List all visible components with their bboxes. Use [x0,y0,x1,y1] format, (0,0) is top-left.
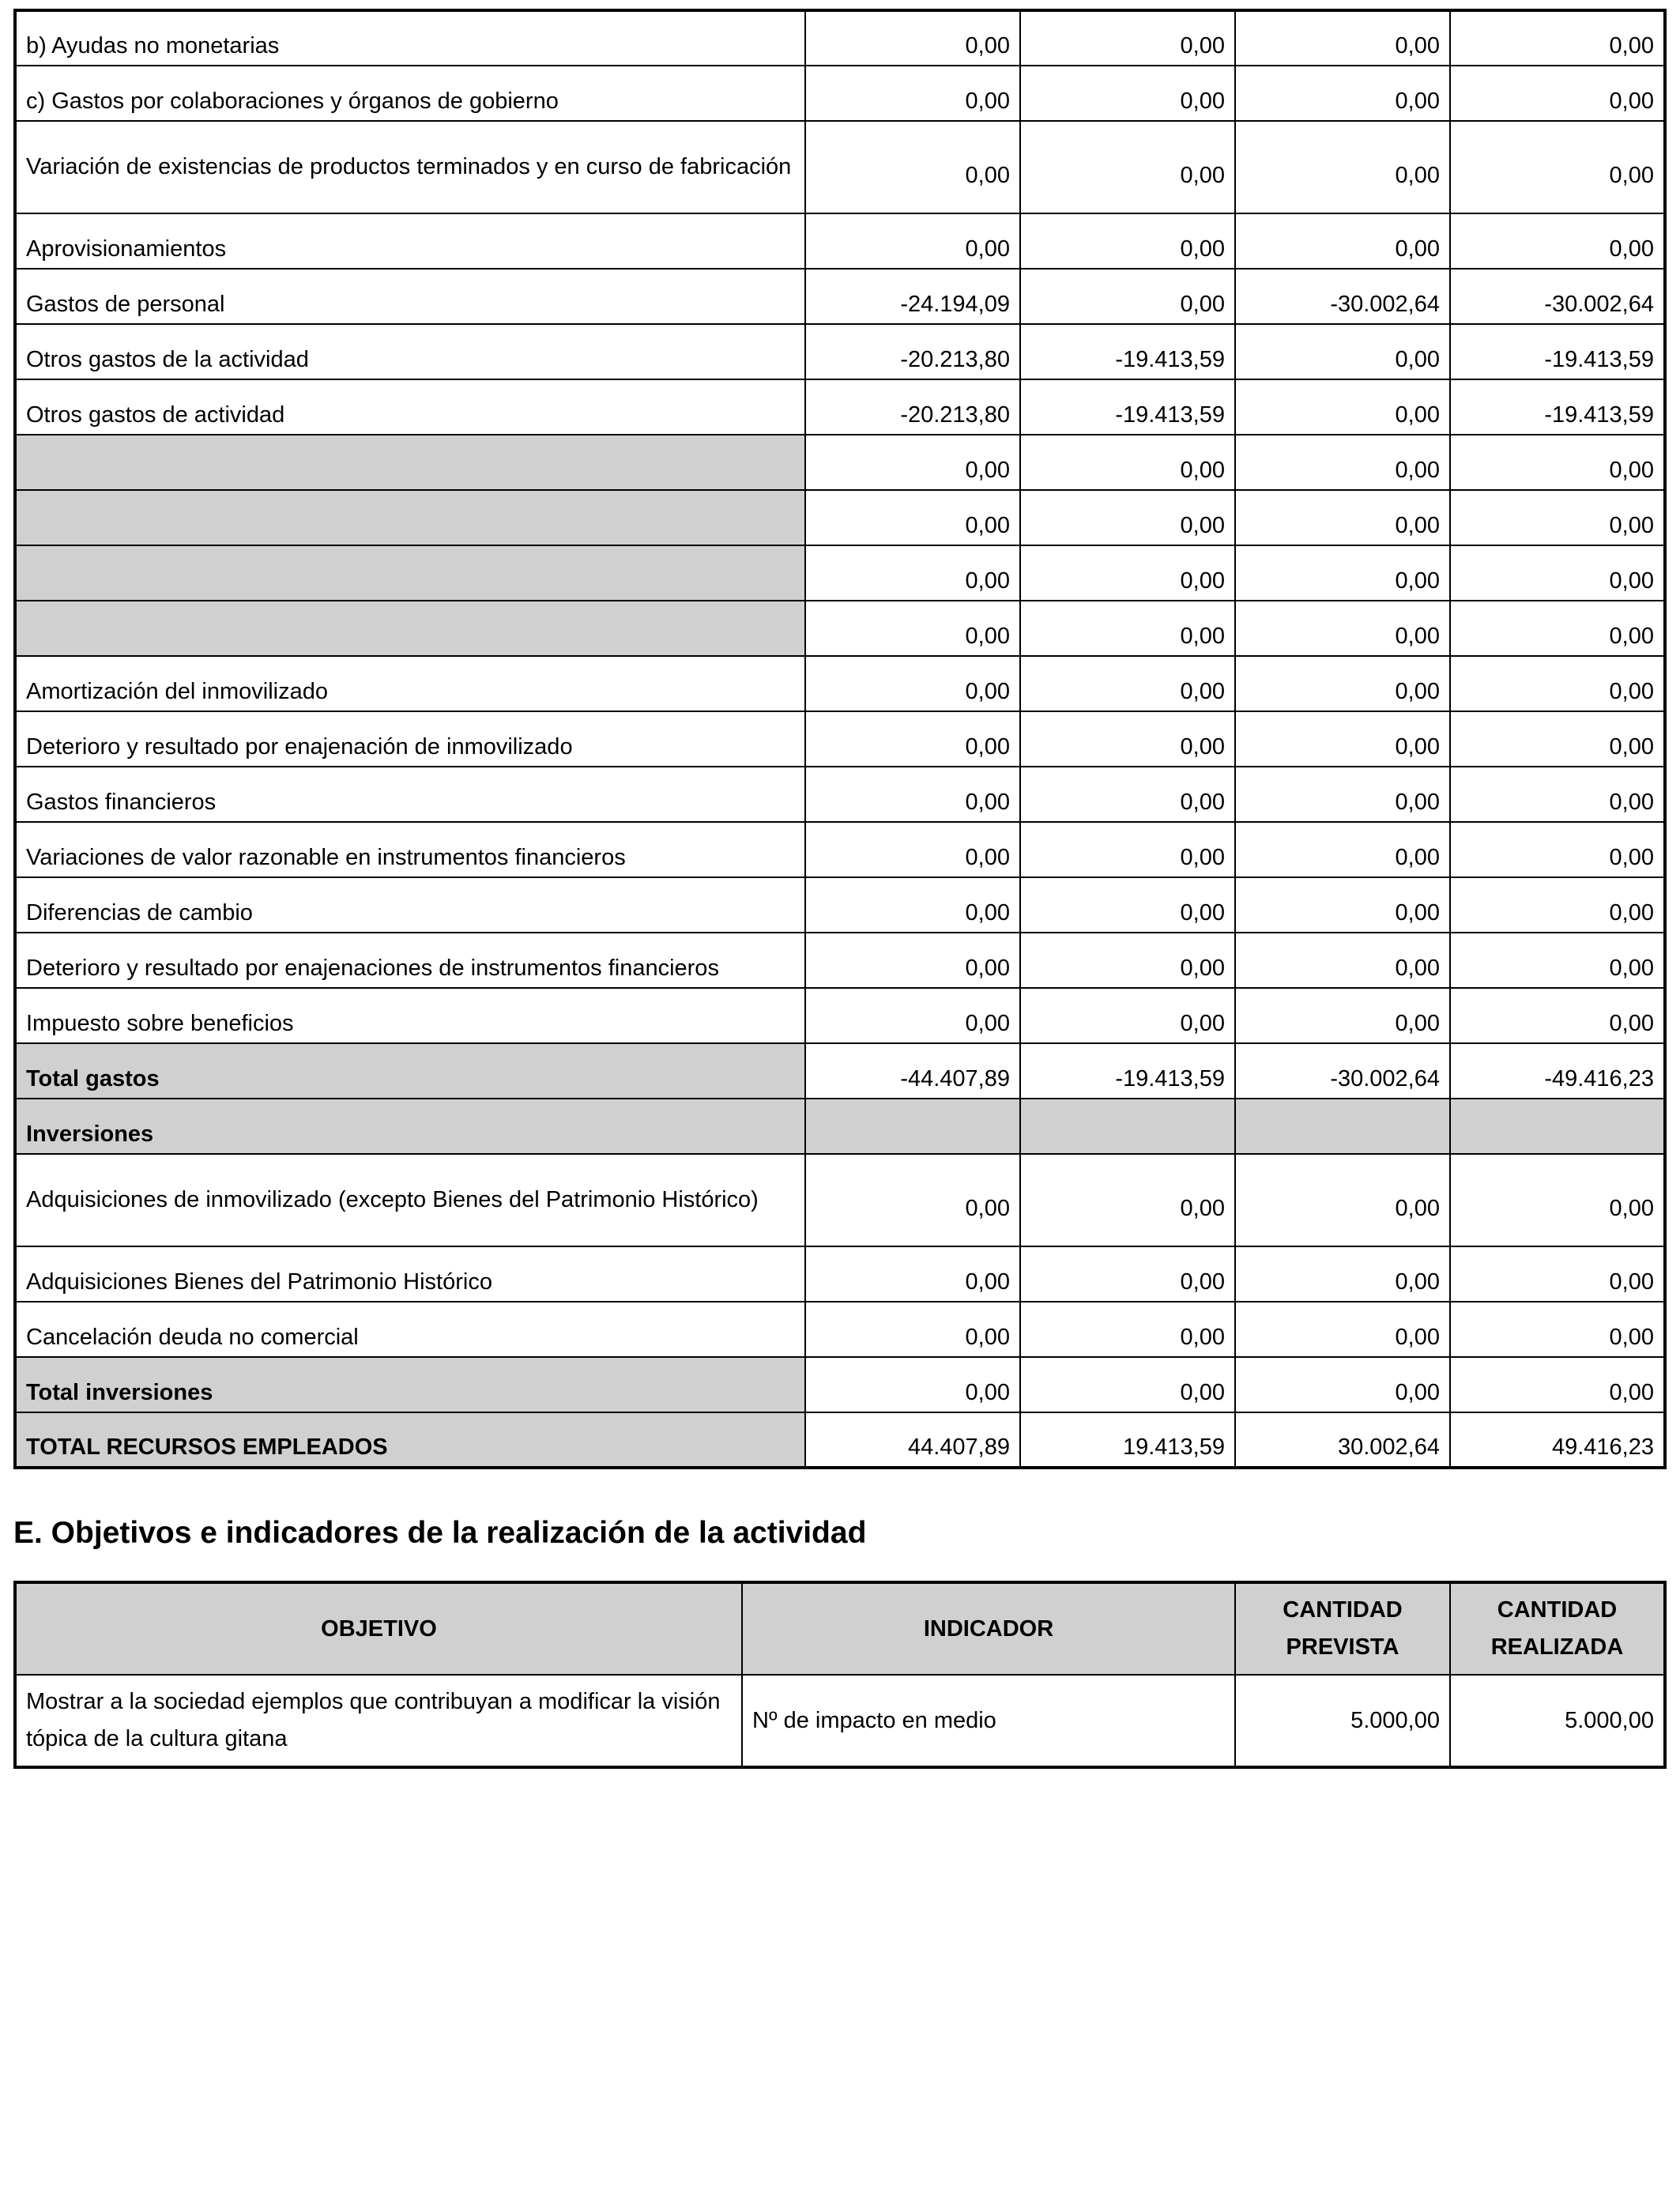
budget-value-col-2: 0,00 [1020,1357,1235,1412]
section-e-title: E. Objetivos e indicadores de la realización de la actividad [13,1516,867,1550]
budget-value-col-1: 0,00 [805,545,1020,601]
budget-row [15,379,1665,435]
budget-row [15,213,1665,269]
budget-value-col-3 [1235,1099,1450,1154]
budget-value-col-2: -19.413,59 [1020,324,1235,379]
budget-value-col-3: 0,00 [1235,379,1450,435]
budget-value-col-1: 0,00 [805,1246,1020,1302]
objetivo-cell: Mostrar a la sociedad ejemplos que contribuyan a modificar la visión tópica de la cultura gitana [15,1675,742,1767]
budget-value-col-2: 0,00 [1020,435,1235,490]
budget-value-col-4: 0,00 [1450,121,1665,213]
budget-row [15,66,1665,121]
budget-value-col-1: 0,00 [805,435,1020,490]
budget-row [15,1043,1665,1099]
budget-row-label: Total inversiones [15,1357,805,1412]
budget-value-col-1: 0,00 [805,1154,1020,1246]
budget-value-col-4: -30.002,64 [1450,269,1665,324]
budget-row [15,877,1665,933]
cantidad-realizada-cell: 5.000,00 [1450,1675,1665,1767]
budget-value-col-1: 0,00 [805,490,1020,545]
budget-row-label: Deterioro y resultado por enajenaciones de instrumentos financieros [15,933,805,988]
budget-value-col-2: 0,00 [1020,213,1235,269]
budget-row [15,933,1665,988]
objectives-row [15,1675,1665,1767]
budget-value-col-1: 0,00 [805,877,1020,933]
budget-row [15,1099,1665,1154]
budget-value-col-1: 0,00 [805,601,1020,656]
indicador-cell: Nº de impacto en medio [742,1675,1235,1767]
budget-row [15,324,1665,379]
objectives-header-row [15,1582,1665,1675]
budget-value-col-1: 0,00 [805,121,1020,213]
budget-value-col-4: -19.413,59 [1450,324,1665,379]
budget-value-col-4: 0,00 [1450,213,1665,269]
budget-row-label [15,435,805,490]
budget-value-col-3: 0,00 [1235,1246,1450,1302]
budget-table [13,9,1667,1469]
budget-value-col-2: -19.413,59 [1020,379,1235,435]
budget-row-label: Gastos financieros [15,767,805,822]
budget-value-col-4: 0,00 [1450,490,1665,545]
budget-value-col-2: -19.413,59 [1020,1043,1235,1099]
budget-row-label: Aprovisionamientos [15,213,805,269]
budget-value-col-3: 30.002,64 [1235,1412,1450,1468]
budget-value-col-1 [805,1099,1020,1154]
budget-value-col-4: 0,00 [1450,1357,1665,1412]
budget-value-col-3: 0,00 [1235,601,1450,656]
budget-value-col-3: 0,00 [1235,121,1450,213]
budget-value-col-4: 0,00 [1450,711,1665,767]
budget-value-col-3: 0,00 [1235,324,1450,379]
budget-row-label: Adquisiciones Bienes del Patrimonio Histórico [15,1246,805,1302]
budget-row [15,1357,1665,1412]
budget-value-col-3: 0,00 [1235,656,1450,711]
budget-value-col-1: 0,00 [805,933,1020,988]
budget-value-col-3: 0,00 [1235,822,1450,877]
budget-value-col-4: 0,00 [1450,601,1665,656]
budget-table-body [15,10,1665,1468]
budget-value-col-1: -20.213,80 [805,324,1020,379]
budget-value-col-2: 0,00 [1020,1246,1235,1302]
budget-value-col-2: 0,00 [1020,601,1235,656]
budget-row [15,1412,1665,1468]
budget-row-label: TOTAL RECURSOS EMPLEADOS [15,1412,805,1468]
budget-row [15,1246,1665,1302]
budget-value-col-2: 0,00 [1020,656,1235,711]
budget-value-col-3: -30.002,64 [1235,1043,1450,1099]
budget-value-col-1: 0,00 [805,10,1020,66]
budget-value-col-4: 0,00 [1450,435,1665,490]
budget-row-label: Diferencias de cambio [15,877,805,933]
budget-value-col-1: 0,00 [805,213,1020,269]
budget-value-col-2: 0,00 [1020,1302,1235,1357]
budget-value-col-2: 0,00 [1020,877,1235,933]
budget-value-col-1: 0,00 [805,988,1020,1043]
budget-value-col-1: 0,00 [805,711,1020,767]
budget-value-col-3: 0,00 [1235,1154,1450,1246]
header-objetivo: OBJETIVO [15,1582,742,1675]
budget-value-col-3: 0,00 [1235,877,1450,933]
budget-value-col-2: 0,00 [1020,822,1235,877]
budget-row [15,269,1665,324]
budget-value-col-4: 0,00 [1450,822,1665,877]
budget-value-col-4: 0,00 [1450,1302,1665,1357]
budget-row [15,121,1665,213]
budget-value-col-3: 0,00 [1235,213,1450,269]
budget-value-col-4: 0,00 [1450,1246,1665,1302]
budget-value-col-4: 0,00 [1450,767,1665,822]
budget-value-col-2: 0,00 [1020,711,1235,767]
budget-value-col-2: 0,00 [1020,121,1235,213]
budget-row [15,822,1665,877]
budget-value-col-3: 0,00 [1235,1357,1450,1412]
budget-value-col-1: 0,00 [805,1302,1020,1357]
budget-row-label: Adquisiciones de inmovilizado (excepto Bienes del Patrimonio Histórico) [15,1154,805,1246]
budget-value-col-4: -49.416,23 [1450,1043,1665,1099]
budget-value-col-3: 0,00 [1235,933,1450,988]
budget-value-col-4 [1450,1099,1665,1154]
budget-value-col-1: 0,00 [805,822,1020,877]
budget-row-label: Total gastos [15,1043,805,1099]
budget-value-col-3: 0,00 [1235,767,1450,822]
budget-value-col-3: 0,00 [1235,988,1450,1043]
budget-row-label: Gastos de personal [15,269,805,324]
budget-row [15,656,1665,711]
budget-row [15,711,1665,767]
budget-value-col-2: 0,00 [1020,933,1235,988]
budget-row [15,988,1665,1043]
budget-row-label: Deterioro y resultado por enajenación de inmovilizado [15,711,805,767]
budget-value-col-4: 0,00 [1450,877,1665,933]
budget-row-label: c) Gastos por colaboraciones y órganos de gobierno [15,66,805,121]
budget-value-col-1: 0,00 [805,1357,1020,1412]
budget-value-col-3: 0,00 [1235,66,1450,121]
budget-row-label: Variación de existencias de productos terminados y en curso de fabricación [15,121,805,213]
budget-row [15,490,1665,545]
budget-row-label [15,490,805,545]
objectives-table [13,1581,1667,1769]
budget-value-col-4: 0,00 [1450,545,1665,601]
budget-value-col-4: -19.413,59 [1450,379,1665,435]
budget-value-col-3: 0,00 [1235,10,1450,66]
budget-row-label: Amortización del inmovilizado [15,656,805,711]
budget-value-col-4: 0,00 [1450,988,1665,1043]
budget-value-col-4: 0,00 [1450,10,1665,66]
budget-row [15,545,1665,601]
budget-value-col-1: 0,00 [805,767,1020,822]
budget-row-label: Variaciones de valor razonable en instrumentos financieros [15,822,805,877]
budget-value-col-2: 0,00 [1020,66,1235,121]
budget-value-col-2: 0,00 [1020,988,1235,1043]
budget-value-col-3: 0,00 [1235,1302,1450,1357]
budget-value-col-2: 0,00 [1020,767,1235,822]
budget-value-col-2: 0,00 [1020,10,1235,66]
budget-value-col-2: 0,00 [1020,545,1235,601]
budget-row-label: Otros gastos de la actividad [15,324,805,379]
budget-row-label [15,601,805,656]
budget-row-label [15,545,805,601]
budget-value-col-4: 0,00 [1450,656,1665,711]
budget-value-col-3: -30.002,64 [1235,269,1450,324]
budget-row-label: Inversiones [15,1099,805,1154]
budget-value-col-3: 0,00 [1235,711,1450,767]
budget-value-col-4: 0,00 [1450,1154,1665,1246]
budget-row [15,435,1665,490]
budget-value-col-2: 0,00 [1020,269,1235,324]
budget-value-col-4: 49.416,23 [1450,1412,1665,1468]
budget-row [15,601,1665,656]
budget-value-col-4: 0,00 [1450,933,1665,988]
budget-row-label: b) Ayudas no monetarias [15,10,805,66]
budget-value-col-3: 0,00 [1235,435,1450,490]
budget-row [15,1154,1665,1246]
cantidad-prevista-cell: 5.000,00 [1235,1675,1450,1767]
budget-value-col-1: 0,00 [805,656,1020,711]
header-cantidad-realizada: CANTIDAD REALIZADA [1450,1582,1665,1675]
budget-row-label: Impuesto sobre beneficios [15,988,805,1043]
budget-value-col-2 [1020,1099,1235,1154]
budget-value-col-2: 19.413,59 [1020,1412,1235,1468]
budget-row-label: Otros gastos de actividad [15,379,805,435]
header-cantidad-prevista: CANTIDAD PREVISTA [1235,1582,1450,1675]
budget-row [15,767,1665,822]
budget-value-col-1: 44.407,89 [805,1412,1020,1468]
budget-value-col-3: 0,00 [1235,490,1450,545]
budget-value-col-1: -20.213,80 [805,379,1020,435]
budget-row [15,1302,1665,1357]
header-indicador: INDICADOR [742,1582,1235,1675]
budget-value-col-2: 0,00 [1020,490,1235,545]
budget-value-col-4: 0,00 [1450,66,1665,121]
budget-value-col-1: -24.194,09 [805,269,1020,324]
budget-row-label: Cancelación deuda no comercial [15,1302,805,1357]
budget-value-col-1: -44.407,89 [805,1043,1020,1099]
budget-row [15,10,1665,66]
budget-value-col-1: 0,00 [805,66,1020,121]
budget-value-col-2: 0,00 [1020,1154,1235,1246]
budget-value-col-3: 0,00 [1235,545,1450,601]
